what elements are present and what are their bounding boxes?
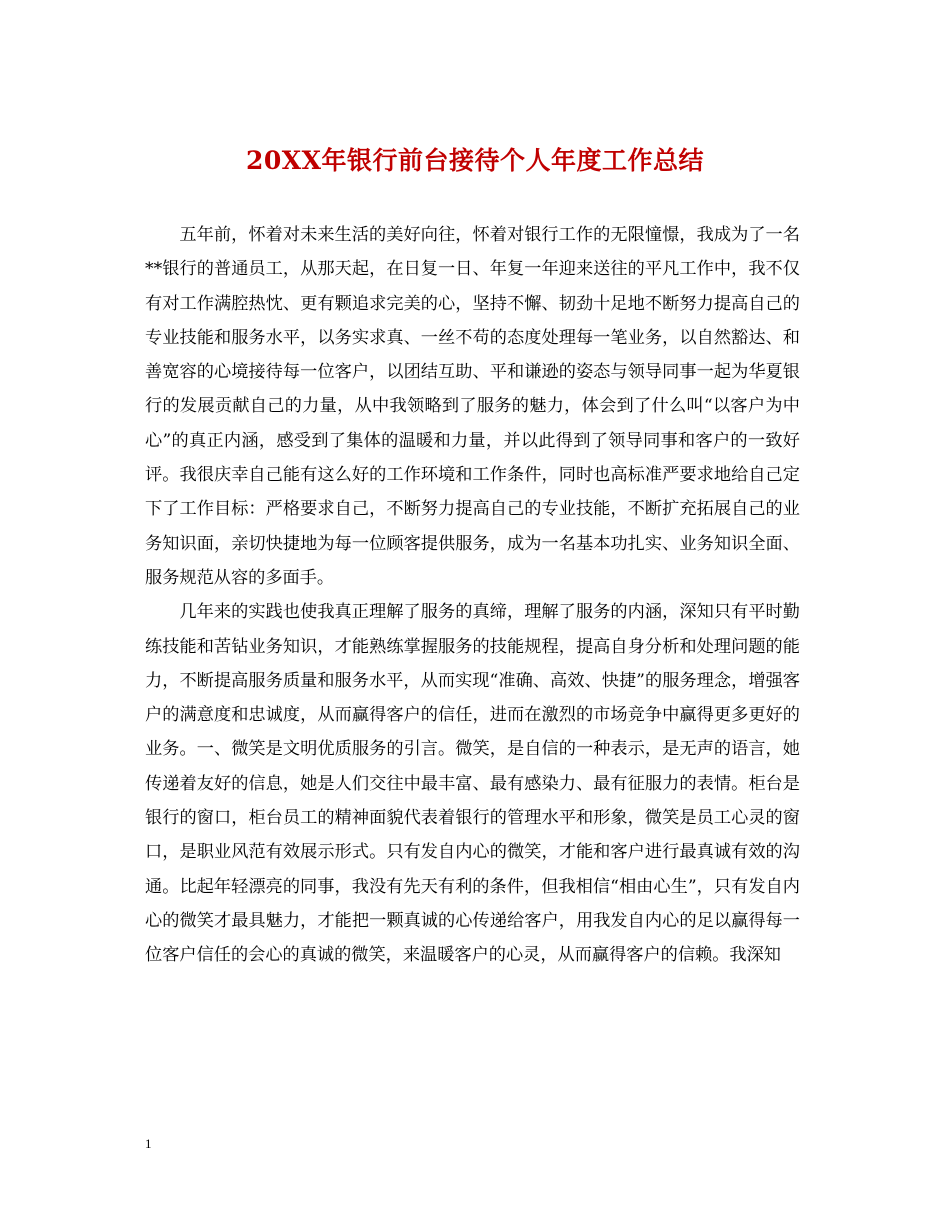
page-number: 1 [145,1136,152,1151]
paragraph: 五年前，怀着对未来生活的美好向往，怀着对银行工作的无限憧憬，我成为了一名**银行的普通员工，从那天起，在日复一日、年复一年迎来送往的平凡工作中，我不仅有对工作满腔热忱、更有颗追求完美的心，坚持不懈、韧劲十足地不断努力提高自己的专业技能和服务水平，以务实求真、一丝不苟的态度处理每一笔业务，以自然豁达、和善宽容的心境接待每一位客户，以团结互助、平和谦逊的姿态与领导同事一起为华夏银行的发展贡献自己的力量，从中我领略到了服务的魅力，体会到了什么叫“以客户为中心”的真正内涵，感受到了集体的温暖和力量，并以此得到了领导同事和客户的一致好评。我很庆幸自己能有这么好的工作环境和工作条件，同时也高标准严要求地给自己定下了工作目标：严格要求自己，不断努力提高自己的专业技能，不断扩充拓展自己的业务知识面，亲切快捷地为每一位顾客提供服务，成为一名基本功扎实、业务知识全面、服务规范从容的多面手。 [145,225,800,588]
document-body [145,218,800,973]
document-title: 20XX年银行前台接待个人年度工作总结 [245,146,705,175]
paragraph: 几年来的实践也使我真正理解了服务的真缔，理解了服务的内涵，深知只有平时勤练技能和苦钻业务知识，才能熟练掌握服务的技能规程，提高自身分析和处理问题的能力，不断提高服务质量和服务水平，从而实现“准确、高效、快捷”的服务理念，增强客户的满意度和忠诚度，从而赢得客户的信任，进而在激烈的市场竞争中赢得更多更好的业务。一、微笑是文明优质服务的引言。微笑，是自信的一种表示，是无声的语言，她传递着友好的信息，她是人们交往中最丰富、最有感染力、最有征服力的表情。柜台是银行的窗口，柜台员工的精神面貌代表着银行的管理水平和形象，微笑是员工心灵的窗口，是职业风范有效展示形式。只有发自内心的微笑，才能和客户进行最真诚有效的沟通。比起年轻漂亮的同事，我没有先天有利的条件，但我相信“相由心生”，只有发自内心的微笑才最具魅力，才能把一颗真诚的心传递给客户，用我发自内心的足以赢得每一位客户信任的会心的真诚的微笑，来温暖客户的心灵，从而赢得客户的信赖。我深知 [145,602,800,966]
